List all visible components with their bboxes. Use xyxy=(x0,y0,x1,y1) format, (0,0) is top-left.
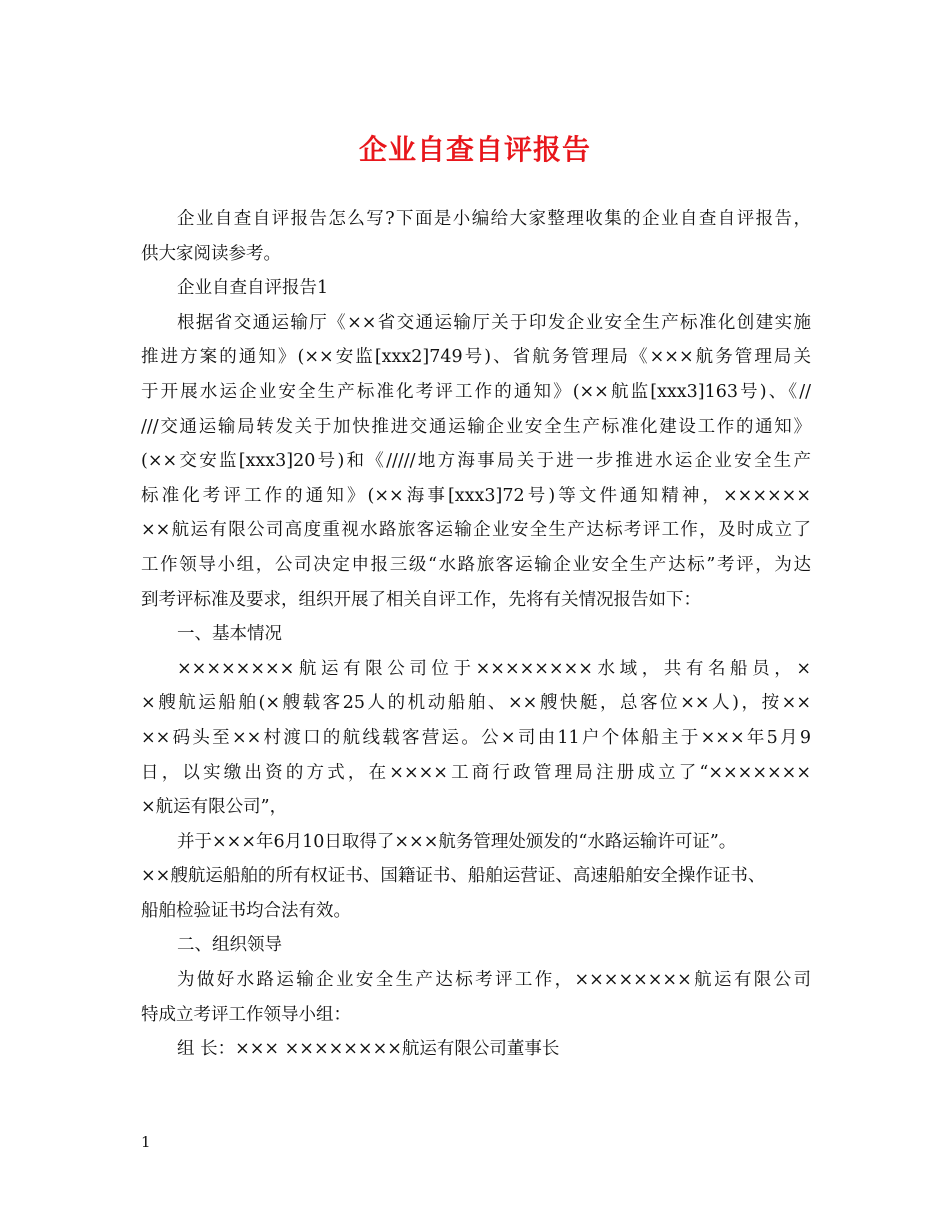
section-heading: 一、基本情况 xyxy=(177,624,282,645)
paragraph-line: 推进方案的通知》(××安监[xxx2]749号)、省航务管理局《×××航务管理局关 xyxy=(141,347,811,368)
paragraph-line: 日，以实缴出资的方式，在××××工商行政管理局注册成立了“××××××× xyxy=(141,762,811,783)
paragraph-line: 企业自查自评报告怎么写?下面是小编给大家整理收集的企业自查自评报告， xyxy=(177,209,811,229)
paragraph-line: (××交安监[xxx3]20号)和《/////地方海事局关于进一步推进水运企业安全生产 xyxy=(141,451,811,472)
paragraph-line: 到考评标准及要求，组织开展了相关自评工作，先将有关情况报告如下： xyxy=(141,589,701,610)
paragraph-line: ××航运有限公司高度重视水路旅客运输企业安全生产达标考评工作，及时成立了 xyxy=(141,520,811,541)
document-body xyxy=(141,202,811,1067)
paragraph-line: ××码头至××村渡口的航线载客营运。公×司由11户个体船主于×××年5月9 xyxy=(141,727,811,748)
paragraph-line: 标准化考评工作的通知》(××海事[xxx3]72号)等文件通知精神，×××××× xyxy=(141,485,811,506)
paragraph-line: 特成立考评工作领导小组： xyxy=(141,1004,351,1025)
paragraph-line: ××××××××航运有限公司位于××××××××水域，共有名船员，× xyxy=(177,658,811,679)
paragraph-line: 供大家阅读参考。 xyxy=(141,243,281,264)
page-number: 1 xyxy=(141,1133,151,1151)
paragraph-line: ×艘航运船舶(×艘载客25人的机动船舶、××艘快艇，总客位××人)，按×× xyxy=(141,693,811,714)
section-heading: 企业自查自评报告1 xyxy=(177,278,329,299)
section-heading: 二、组织领导 xyxy=(177,935,282,956)
paragraph-line: 船舶检验证书均合法有效。 xyxy=(141,900,351,921)
paragraph-line: 工作领导小组，公司决定申报三级“水路旅客运输企业安全生产达标”考评，为达 xyxy=(141,554,811,575)
paragraph-line: 为做好水路运输企业安全生产达标考评工作，××××××××航运有限公司 xyxy=(177,970,811,991)
paragraph-line: 于开展水运企业安全生产标准化考评工作的通知》(××航监[xxx3]163号)、《// xyxy=(141,381,811,402)
paragraph-line: ××艘航运船舶的所有权证书、国籍证书、船舶运营证、高速船舶安全操作证书、 xyxy=(141,866,766,887)
paragraph-line: 组 长：××× ××××××××航运有限公司董事长 xyxy=(177,1039,560,1060)
document-title: 企业自查自评报告 xyxy=(358,133,591,166)
paragraph-line: 根据省交通运输厅《××省交通运输厅关于印发企业安全生产标准化创建实施 xyxy=(177,312,811,333)
paragraph-line: ×航运有限公司”， xyxy=(141,797,288,818)
paragraph-line: 并于×××年6月10日取得了×××航务管理处颁发的“水路运输许可证”。 xyxy=(177,831,737,852)
paragraph-line: ///交通运输局转发关于加快推进交通运输企业安全生产标准化建设工作的通知》 xyxy=(141,416,811,437)
